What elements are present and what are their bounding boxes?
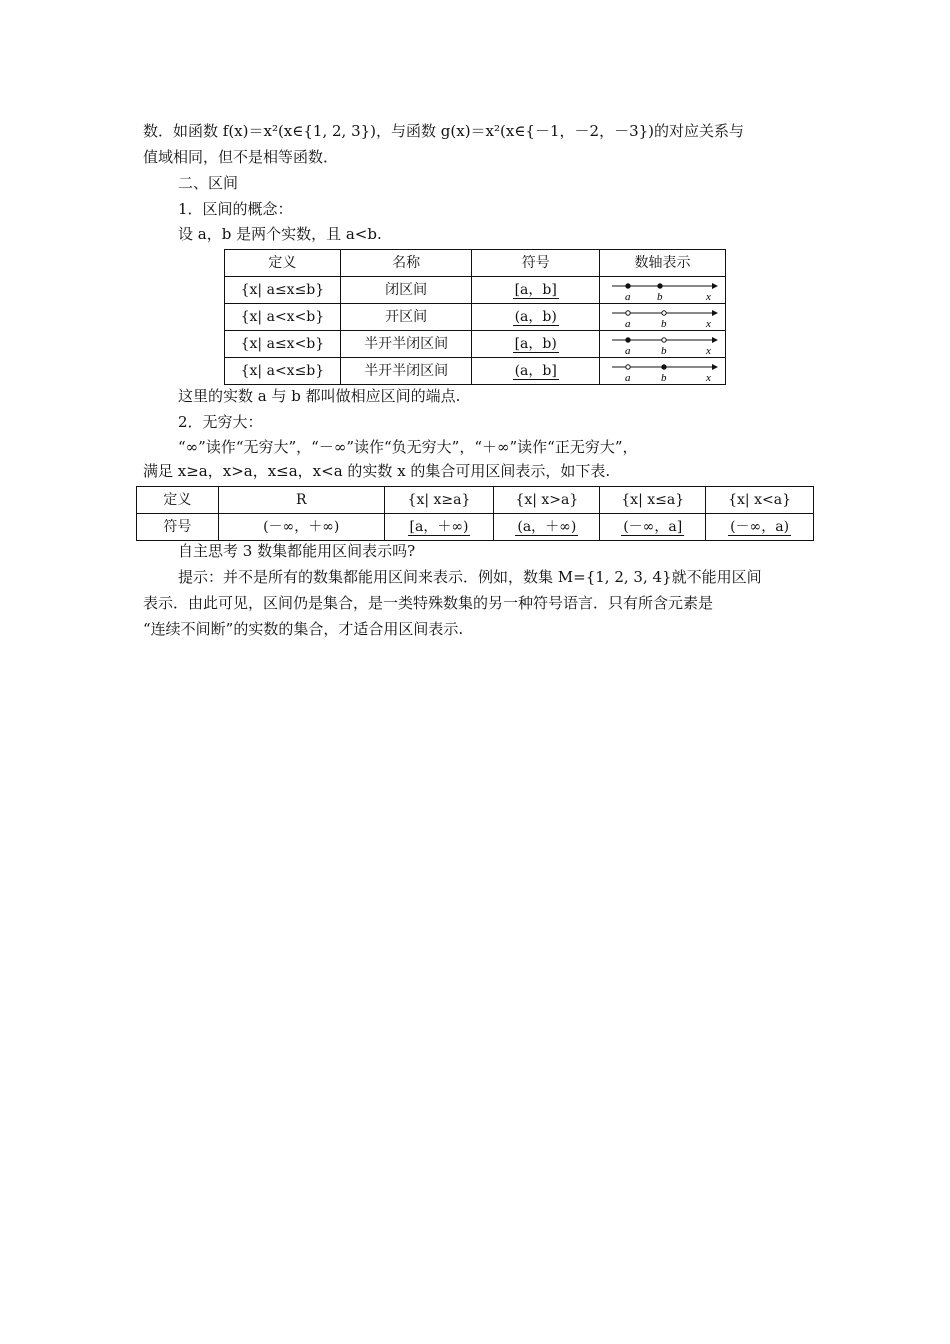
axis-label-b: b: [660, 318, 667, 329]
header-cell: 数轴表示: [600, 250, 726, 277]
definition-cell: R: [218, 487, 384, 514]
interval-table: [224, 249, 726, 385]
axis-label-x: x: [705, 345, 711, 356]
symbol-cell: [384, 514, 494, 541]
number-line-closed: [608, 278, 718, 302]
interval-symbol: [a，b]: [514, 282, 557, 298]
axis-label-b: b: [660, 345, 667, 356]
section-heading: 二、区间: [178, 174, 239, 192]
axis-label-x: x: [705, 372, 711, 383]
number-line-cell: [600, 358, 726, 385]
axis-label-x: x: [705, 291, 711, 302]
symbol-cell: [706, 514, 814, 541]
name-cell: 闭区间: [340, 277, 472, 304]
name-cell: 半开半闭区间: [340, 331, 472, 358]
think-question: 自主思考 3 数集都能用区间表示吗?: [178, 542, 416, 560]
symbol-cell: [600, 514, 706, 541]
row-label: 符号: [137, 514, 219, 541]
paragraph-line: “∞”读作“无穷大”，“－∞”读作“负无穷大”，“＋∞”读作“正无穷大”，: [178, 438, 638, 456]
name-cell: 开区间: [340, 304, 472, 331]
number-line-half-open-left: [608, 359, 718, 383]
number-line-open: [608, 305, 718, 329]
infinity-table: [136, 486, 814, 541]
axis-label-a: a: [624, 291, 631, 302]
subheading: 2．无穷大：: [178, 413, 263, 431]
definition-cell: {x| a≤x≤b}: [225, 277, 341, 304]
number-line-cell: [600, 304, 726, 331]
symbol-cell: [472, 331, 600, 358]
paragraph-line: 数．如函数 f(x)＝x²(x∈{1, 2, 3})，与函数 g(x)＝x²(x∈{－1，－2，－3})的对应关系与: [143, 122, 745, 140]
number-line-half-open-right: [608, 332, 718, 356]
symbol-cell: (－∞，＋∞): [218, 514, 384, 541]
interval-symbol: (－∞，a): [730, 519, 790, 535]
row-label: 定义: [137, 487, 219, 514]
axis-label-b: b: [656, 291, 663, 302]
paragraph-line: 这里的实数 a 与 b 都叫做相应区间的端点.: [178, 387, 461, 405]
axis-label-a: a: [624, 372, 631, 383]
axis-label-x: x: [705, 318, 711, 329]
number-line-cell: [600, 277, 726, 304]
symbol-cell: [472, 304, 600, 331]
paragraph-line: 值域相同，但不是相等函数．: [143, 148, 339, 166]
interval-symbol: [a，＋∞): [409, 519, 469, 535]
symbol-cell: [472, 277, 600, 304]
axis-label-b: b: [660, 372, 667, 383]
interval-symbol: [a，b): [514, 336, 557, 352]
hint-line: 表示．由此可见，区间仍是集合，是一类特殊数集的另一种符号语言．只有所含元素是: [143, 594, 714, 612]
symbol-cell: [472, 358, 600, 385]
interval-symbol: (a，b]: [514, 363, 557, 379]
number-line-cell: [600, 331, 726, 358]
header-cell: 符号: [472, 250, 600, 277]
definition-cell: {x| a<x≤b}: [225, 358, 341, 385]
interval-symbol: (－∞，a]: [623, 519, 683, 535]
interval-symbol: (a，b): [514, 309, 557, 325]
axis-label-a: a: [624, 345, 631, 356]
hint-line: “连续不间断”的实数的集合，才适合用区间表示.: [143, 620, 464, 638]
header-cell: 名称: [340, 250, 472, 277]
name-cell: 半开半闭区间: [340, 358, 472, 385]
definition-cell: {x| x<a}: [706, 487, 814, 514]
interval-symbol: (a，＋∞): [517, 519, 577, 535]
paragraph-line: 设 a，b 是两个实数，且 a<b.: [178, 225, 382, 243]
symbol-cell: [494, 514, 600, 541]
axis-label-a: a: [624, 318, 631, 329]
paragraph-line: 满足 x≥a，x>a，x≤a，x<a 的实数 x 的集合可用区间表示，如下表.: [143, 462, 611, 480]
hint-line: 提示：并不是所有的数集都能用区间来表示．例如，数集 M={1, 2, 3, 4}就不能用区间: [178, 568, 762, 586]
definition-cell: {x| a<x<b}: [225, 304, 341, 331]
definition-cell: {x| x≤a}: [600, 487, 706, 514]
subheading: 1．区间的概念：: [178, 200, 293, 218]
header-cell: 定义: [225, 250, 341, 277]
definition-cell: {x| x>a}: [494, 487, 600, 514]
definition-cell: {x| x≥a}: [384, 487, 494, 514]
definition-cell: {x| a≤x<b}: [225, 331, 341, 358]
